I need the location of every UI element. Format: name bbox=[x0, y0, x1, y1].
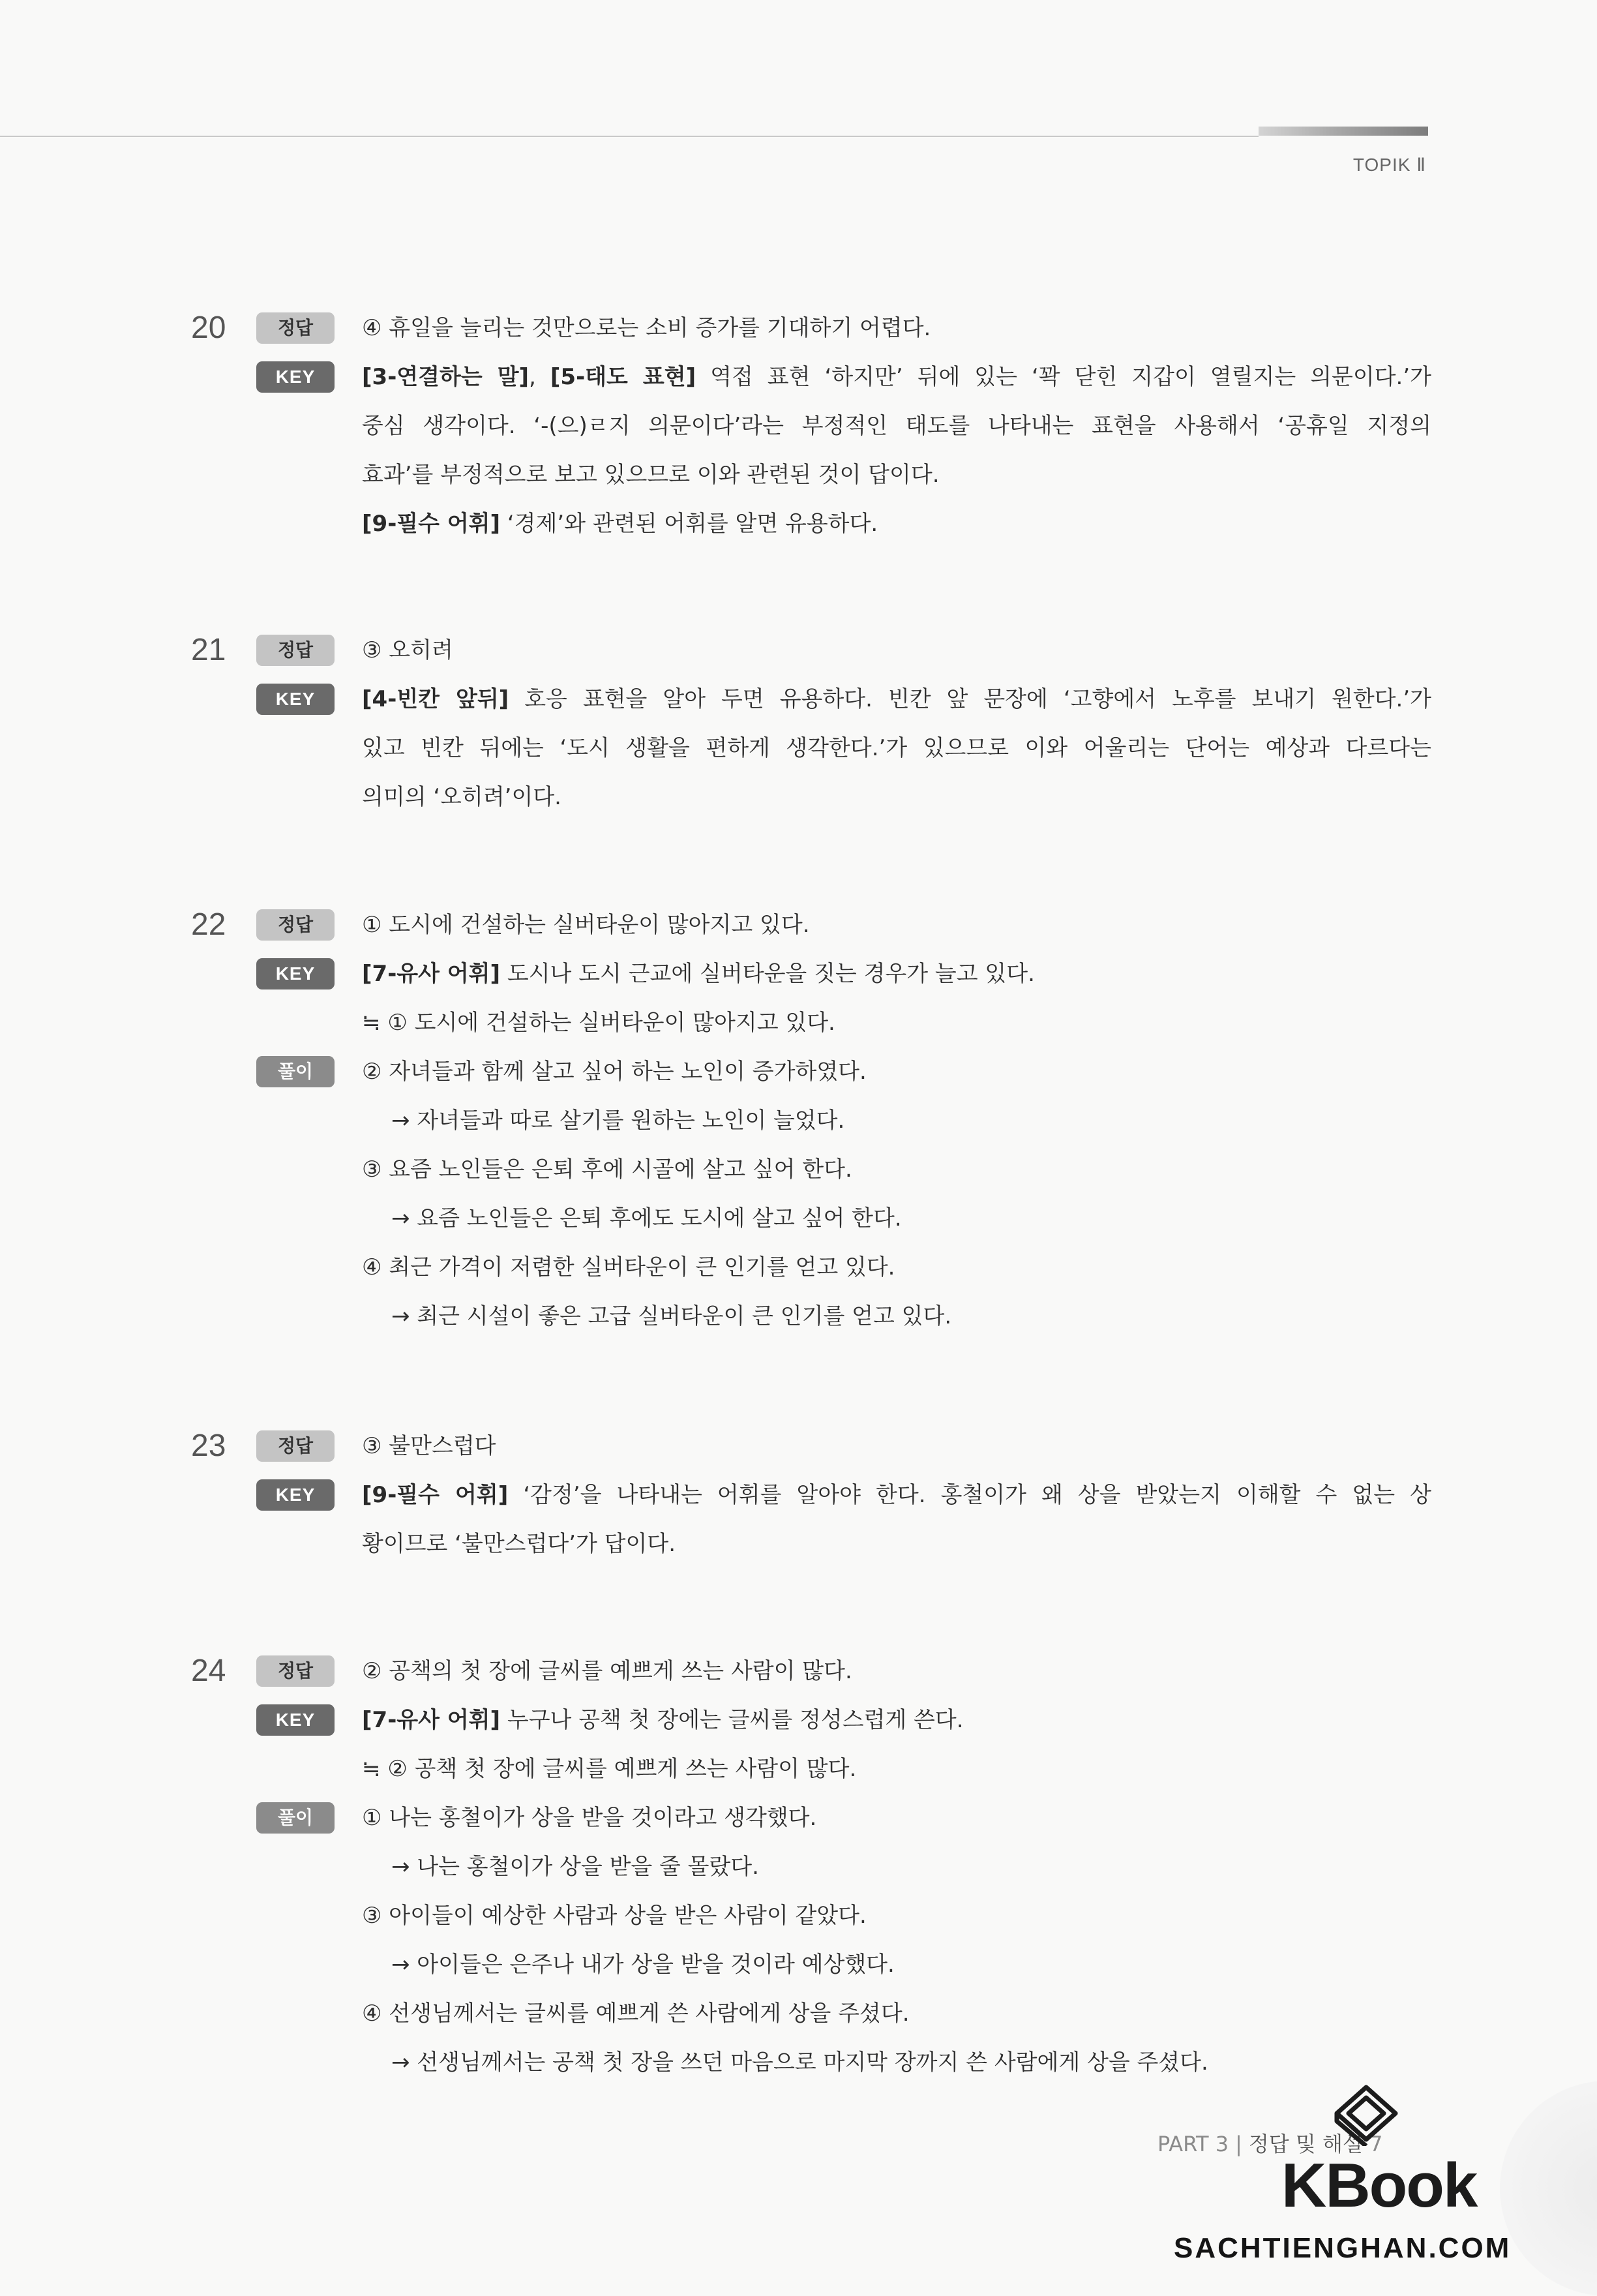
solution-correction: → 최근 시설이 좋은 고급 실버타운이 큰 인기를 얻고 있다. bbox=[391, 1303, 952, 1329]
footer-part: PART 3 bbox=[1157, 2132, 1229, 2156]
header-rule bbox=[0, 136, 1259, 137]
question-number: 24 bbox=[191, 1654, 226, 1688]
key-text bbox=[362, 504, 878, 543]
solution-badge: 풀이 bbox=[256, 1056, 335, 1087]
solution-option: ③ 아이들이 예상한 사람과 상을 받은 사람이 같았다. bbox=[362, 1903, 867, 1929]
solution-option: ③ 요즘 노인들은 은퇴 후에 시골에 살고 싶어 한다. bbox=[362, 1156, 852, 1183]
answer-text: ① 도시에 건설하는 실버타운이 많아지고 있다. bbox=[362, 912, 810, 938]
key-text bbox=[362, 680, 1431, 719]
solution-correction: → 나는 홍철이가 상을 받을 줄 몰랐다. bbox=[391, 1854, 759, 1880]
key-tag: [5-태도 표현] bbox=[550, 364, 696, 390]
key-tag: [7-유사 어휘] bbox=[362, 961, 501, 987]
key-body: 역접 표현 ‘하지만’ 뒤에 있는 ‘꽉 닫힌 지갑이 열릴지는 의문이다.’가 bbox=[696, 364, 1431, 390]
key-separator: , bbox=[529, 364, 550, 390]
question-number: 21 bbox=[191, 633, 226, 667]
key-text-line: 중심 생각이다. ‘-(으)ㄹ지 의문이다’라는 부정적인 태도를 나타내는 표현을 사용해서 ‘공휴일 지정의 bbox=[362, 413, 1431, 439]
solution-badge: 풀이 bbox=[256, 1802, 335, 1834]
key-equivalent: ≒ ① 도시에 건설하는 실버타운이 많아지고 있다. bbox=[362, 1010, 835, 1036]
key-text-line: 황이므로 ‘불만스럽다’가 답이다. bbox=[362, 1531, 676, 1557]
answer-text: ③ 불만스럽다 bbox=[362, 1433, 496, 1459]
key-text-line: 효과’를 부정적으로 보고 있으므로 이와 관련된 것이 답이다. bbox=[362, 462, 940, 488]
answer-text: ③ 오히려 bbox=[362, 637, 453, 663]
key-text-line: 의미의 ‘오히려’이다. bbox=[362, 784, 561, 810]
watermark-circle bbox=[1500, 2081, 1597, 2296]
key-text-line: 있고 빈칸 뒤에는 ‘도시 생활을 편하게 생각한다.’가 있으므로 이와 어울리는 단어는 예상과 다르다는 bbox=[362, 735, 1431, 761]
key-badge: KEY bbox=[256, 958, 335, 989]
watermark-site: SACHTIENGHAN.COM bbox=[1174, 2232, 1512, 2264]
key-badge: KEY bbox=[256, 361, 335, 393]
solution-option: ④ 선생님께서는 글씨를 예쁘게 쓴 사람에게 상을 주셨다. bbox=[362, 2001, 910, 2027]
answer-badge: 정답 bbox=[256, 909, 335, 941]
solution-option: ① 나는 홍철이가 상을 받을 것이라고 생각했다. bbox=[362, 1805, 817, 1831]
key-tag: [9-필수 어휘] bbox=[362, 511, 501, 537]
key-text bbox=[362, 357, 1431, 397]
watermark-logo: KBook bbox=[1281, 2151, 1477, 2220]
solution-correction: → 요즘 노인들은 은퇴 후에도 도시에 살고 싶어 한다. bbox=[391, 1205, 902, 1231]
key-badge: KEY bbox=[256, 1704, 335, 1736]
key-body: 누구나 공책 첫 장에는 글씨를 정성스럽게 쓴다. bbox=[500, 1707, 964, 1733]
key-text bbox=[362, 954, 1035, 993]
key-badge: KEY bbox=[256, 1479, 335, 1511]
answer-badge: 정답 bbox=[256, 635, 335, 666]
page-number: 7 bbox=[1369, 2132, 1383, 2156]
key-body: ‘경제’와 관련된 어휘를 알면 유용하다. bbox=[500, 511, 878, 537]
key-tag: [9-필수 어휘] bbox=[362, 1482, 509, 1508]
key-body: 도시나 도시 근교에 실버타운을 짓는 경우가 늘고 있다. bbox=[500, 961, 1035, 987]
key-equivalent: ≒ ② 공책 첫 장에 글씨를 예쁘게 쓰는 사람이 많다. bbox=[362, 1756, 857, 1782]
solution-correction: → 선생님께서는 공책 첫 장을 쓰던 마음으로 마지막 장까지 쓴 사람에게 상을 주셨다. bbox=[391, 2049, 1208, 2076]
solution-option: ④ 최근 가격이 저렴한 실버타운이 큰 인기를 얻고 있다. bbox=[362, 1254, 895, 1280]
key-tag: [7-유사 어휘] bbox=[362, 1707, 501, 1733]
solution-correction: → 자녀들과 따로 살기를 원하는 노인이 늘었다. bbox=[391, 1108, 845, 1134]
answer-text: ④ 휴일을 늘리는 것만으로는 소비 증가를 기대하기 어렵다. bbox=[362, 315, 931, 341]
question-number: 22 bbox=[191, 907, 226, 942]
answer-badge: 정답 bbox=[256, 1655, 335, 1687]
footer-section: 정답 및 해설 bbox=[1248, 2132, 1363, 2156]
header-exam-label: TOPIK Ⅱ bbox=[1352, 155, 1426, 175]
key-tag: [3-연결하는 말] bbox=[362, 364, 530, 390]
key-tag: [4-빈칸 앞뒤] bbox=[362, 686, 509, 712]
question-number: 20 bbox=[191, 310, 226, 345]
question-number: 23 bbox=[191, 1428, 226, 1463]
key-badge: KEY bbox=[256, 684, 335, 715]
key-text bbox=[362, 1700, 964, 1740]
solution-correction: → 아이들은 은주나 내가 상을 받을 것이라 예상했다. bbox=[391, 1952, 895, 1978]
answer-badge: 정답 bbox=[256, 1430, 335, 1462]
key-body: ‘감정’을 나타내는 어휘를 알아야 한다. 홍철이가 왜 상을 받았는지 이해할 수 없는 상 bbox=[508, 1482, 1431, 1508]
answer-badge: 정답 bbox=[256, 312, 335, 344]
book-logo-icon bbox=[1324, 2074, 1409, 2146]
key-body: 호응 표현을 알아 두면 유용하다. 빈칸 앞 문장에 ‘고향에서 노후를 보내기 원한다.’가 bbox=[509, 686, 1431, 712]
solution-option: ② 자녀들과 함께 살고 싶어 하는 노인이 증가하였다. bbox=[362, 1059, 867, 1085]
answer-text: ② 공책의 첫 장에 글씨를 예쁘게 쓰는 사람이 많다. bbox=[362, 1658, 852, 1684]
footer-separator: | bbox=[1235, 2132, 1242, 2156]
key-text bbox=[362, 1475, 1431, 1515]
header-accent-bar bbox=[1259, 127, 1428, 136]
